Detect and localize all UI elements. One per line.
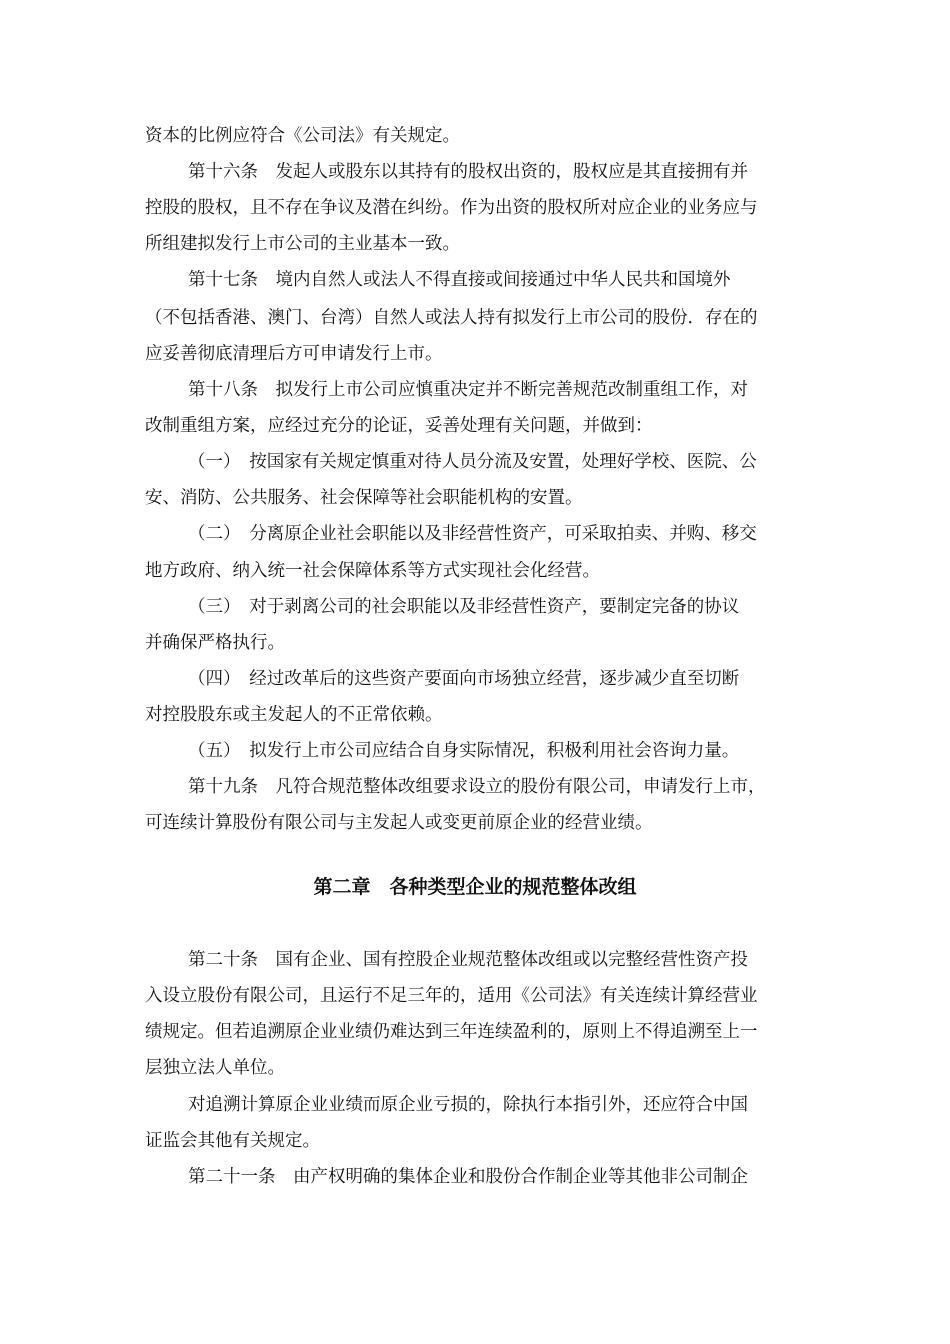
list-item-4: （四） 经过改革后的这些资产要面向市场独立经营，逐步减少直至切断 xyxy=(188,669,740,689)
text-line: 改制重组方案，应经过充分的论证，妥善处理有关问题，并做到： xyxy=(145,416,653,436)
chapter-heading: 第二章 各种类型企业的规范整体改组 xyxy=(313,876,637,898)
text-line: 可连续计算股份有限公司与主发起人或变更前原企业的经营业绩。 xyxy=(145,813,653,833)
text-line: 层独立法人单位。 xyxy=(145,1058,285,1078)
list-item-3: （三） 对于剥离公司的社会职能以及非经营性资产，要制定完备的协议 xyxy=(188,597,740,617)
list-item-2: （二） 分离原企业社会职能以及非经营性资产，可采取拍卖、并购、移交 xyxy=(188,524,757,544)
text-line: 安、消防、公共服务、社会保障等社会职能机构的安置。 xyxy=(145,488,583,508)
text-line: 所组建拟发行上市公司的主业基本一致。 xyxy=(145,234,460,254)
text-line: 对追溯计算原企业业绩而原企业亏损的，除执行本指引外，还应符合中国 xyxy=(188,1095,748,1115)
text-line: 并确保严格执行。 xyxy=(145,633,285,653)
text-line: 应妥善彻底清理后方可申请发行上市。 xyxy=(145,344,443,364)
list-item-5: （五） 拟发行上市公司应结合自身实际情况，积极利用社会咨询力量。 xyxy=(188,741,740,761)
article-20: 第二十条 国有企业、国有控股企业规范整体改组或以完整经营性资产投 xyxy=(188,950,748,970)
text-line: （不包括香港、澳门、台湾）自然人或法人持有拟发行上市公司的股份．存在的 xyxy=(145,308,758,328)
article-16: 第十六条 发起人或股东以其持有的股权出资的，股权应是其直接拥有并 xyxy=(188,162,748,182)
list-item-1: （一） 按国家有关规定慎重对待人员分流及安置，处理好学校、医院、公 xyxy=(188,452,757,472)
article-18: 第十八条 拟发行上市公司应慎重决定并不断完善规范改制重组工作，对 xyxy=(188,380,748,400)
text-line: 绩规定。但若追溯原企业业绩仍难达到三年连续盈利的，原则上不得追溯至上一 xyxy=(145,1022,758,1042)
text-line: 对控股股东或主发起人的不正常依赖。 xyxy=(145,705,443,725)
text-line: 入设立股份有限公司，且运行不足三年的，适用《公司法》有关连续计算经营业 xyxy=(145,986,758,1006)
text-line: 控股的股权，且不存在争议及潜在纠纷。作为出资的股权所对应企业的业务应与 xyxy=(145,198,758,218)
text-line: 证监会其他有关规定。 xyxy=(145,1131,320,1151)
text-line: 地方政府、纳入统一社会保障体系等方式实现社会化经营。 xyxy=(145,561,600,581)
article-19: 第十九条 凡符合规范整体改组要求设立的股份有限公司，申请发行上市， xyxy=(188,777,766,797)
article-17: 第十七条 境内自然人或法人不得直接或间接通过中华人民共和国境外 xyxy=(188,270,731,290)
text-line: 资本的比例应符合《公司法》有关规定。 xyxy=(145,126,460,146)
article-21: 第二十一条 由产权明确的集体企业和股份合作制企业等其他非公司制企 xyxy=(188,1167,748,1187)
